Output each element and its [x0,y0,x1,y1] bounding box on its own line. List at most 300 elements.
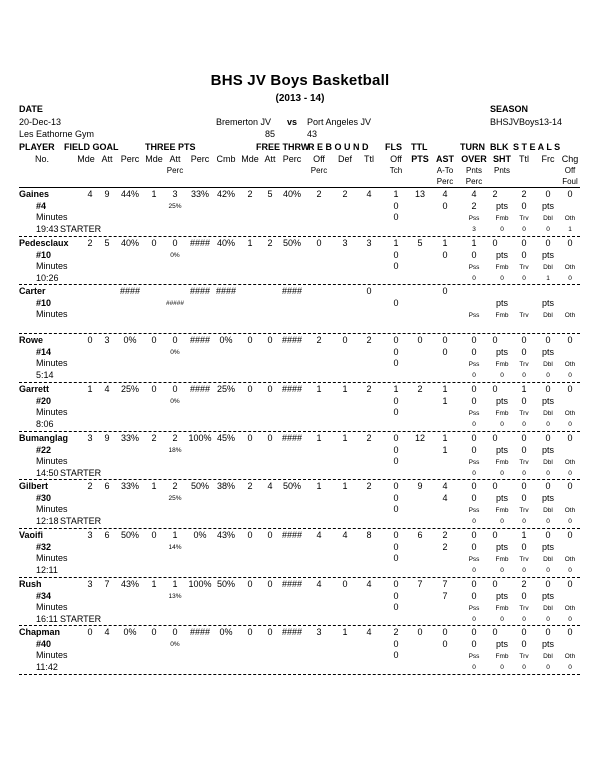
stat-fg-a: 6 [104,529,110,540]
stat-turn-pts: 0 [492,627,498,638]
player-number: #30 [36,493,52,504]
stat-reb-off: 1 [316,481,322,492]
stat-steal-pts-label: pts [541,298,554,309]
header-rebound: R E B O U N D [308,142,369,152]
stat-ft-m: 0 [247,627,253,638]
stat-fg-p: 50% [120,529,139,540]
starter-badge: STARTER [60,467,102,478]
subheader-pts: PTS [411,154,429,164]
stat-cmb: 40% [216,237,235,248]
stat-fg-a: 4 [104,383,110,394]
stat-blk-pts-label: pts [495,639,508,650]
stat-fls: 0 [393,529,399,540]
stat-tp-m: 0 [151,237,157,248]
turnover-label-oth: Oth [564,604,576,612]
turnover-oth: 0 [568,615,572,623]
turnover-label-oth: Oth [564,312,576,320]
stat-ft-a: 0 [267,529,273,540]
turnover-pss: 0 [472,469,476,477]
stat-tp-p: 50% [190,481,209,492]
stat-ast: 4 [442,189,448,199]
stat-ft-p: #### [281,335,303,346]
stat-reb-def: 2 [342,189,348,199]
stat-turn-pts: 0 [492,383,498,394]
stat-reb-off: 2 [316,335,322,346]
stat-frc: 0 [545,481,551,492]
minutes-label: Minutes [36,650,68,661]
turnover-label-dbl: Dbl [543,458,553,466]
turnover-label-fmb: Fmb [495,312,509,320]
minutes-label: Minutes [36,455,68,466]
player-name: Pedesclaux [19,237,69,248]
stat-chg: 0 [567,481,573,492]
stat-ast: 2 [442,529,448,540]
turnover-label-fmb: Fmb [495,555,509,563]
turnover-pss: 3 [472,226,476,233]
turnover-label-trv: Trv [519,361,529,369]
stat-reb-ttl: 4 [366,578,372,589]
stat-steal-pts: 0 [521,249,527,260]
header-free_throw: FREE THRW [256,142,310,152]
turnover-label-pss: Pss [468,507,480,515]
subheader-ttl: Ttl [364,154,374,164]
stat-turn-pts: 0 [492,237,498,248]
stat-chg: 0 [567,189,573,199]
turnover-label-oth: Oth [564,409,576,417]
stat-steal-pts: 0 [521,639,527,650]
stat-ast: 1 [442,383,448,394]
stat-pts: 7 [417,578,423,589]
stat-fg-p: 0% [123,627,137,638]
stat-turn: 0 [471,627,477,638]
stat-three-pt-share: 25% [168,495,182,503]
row-divider [19,333,580,334]
stat-tp-m: 0 [151,529,157,540]
stat-pts: 2 [417,383,423,394]
stat-fls-off: 0 [393,541,399,552]
player-number: #10 [36,249,52,260]
stat-frc: 0 [545,627,551,638]
turnover-fmb: 0 [500,469,504,477]
stat-ast-ato: 0 [442,201,448,211]
turnover-label-pss: Pss [468,312,480,320]
subheader3-ast: A-To [436,166,454,175]
subheader4-chg: Foul [562,177,578,186]
stat-fg-m: 4 [87,189,93,199]
stat-reb-def: 4 [342,529,348,540]
stat-steal-pts: 0 [521,590,527,601]
stat-turn-pts: 0 [492,481,498,492]
stat-ft-m: 0 [247,529,253,540]
stat-three-pt-share: 0% [170,641,180,649]
turnover-label-dbl: Dbl [543,507,553,515]
stat-ast-ato: 0 [442,249,448,260]
stat-turn: 1 [471,237,477,248]
stat-turn: 4 [471,189,477,199]
stat-steal-pts: 0 [521,201,527,211]
stat-ft-p: #### [281,529,303,540]
turnover-label-oth: Oth [564,361,576,369]
subheader3-sht: Pnts [493,166,510,175]
stat-ft-a: 5 [267,189,273,199]
stat-tp-p: 33% [190,189,209,199]
stat-fls-off: 0 [393,444,399,455]
turnover-dbl: 0 [546,518,550,526]
player-name: Bumanglag [19,432,69,443]
stat-fls-off: 0 [393,395,399,406]
stat-blk-pts-label: pts [495,298,508,309]
turnover-label-oth: Oth [564,458,576,466]
minutes-played: 19:43 [36,224,59,234]
turnover-label-oth: Oth [564,653,576,661]
stat-cmb: 0% [219,335,233,346]
stat-turn-pts: 0 [492,578,498,589]
stat-tp-p: #### [189,335,211,346]
stat-ast: 1 [442,432,448,443]
stat-blk: 1 [521,383,527,394]
stat-steal-pts-label: pts [541,493,554,504]
stat-reb-off: 1 [316,383,322,394]
stat-cmb: 0% [219,627,233,638]
stat-tp-p: #### [189,237,211,248]
stat-three-pt-share: 0% [170,397,180,405]
turnover-label-fmb: Fmb [495,215,509,222]
turnover-dbl: 0 [546,469,550,477]
stat-tp-a: 3 [172,189,178,199]
player-name: Gilbert [19,481,49,492]
minutes-played: 10:26 [36,272,59,283]
subheader-off: Off [313,154,325,164]
subheader4-ast: Perc [436,177,454,186]
turnover-dbl: 1 [546,274,550,282]
stat-fls-off: 0 [393,639,399,650]
header-three_pts: THREE PTS [145,142,196,152]
stat-steal-pts: 0 [521,347,527,358]
turnover-label-fmb: Fmb [495,263,509,271]
stat-fg-m: 3 [87,578,93,589]
header-player: PLAYER [19,142,55,152]
stat-reb-ttl: 8 [366,529,372,540]
turnover-fmb: 0 [500,566,504,574]
turnover-fmb: 0 [500,274,504,282]
turnover-label-dbl: Dbl [543,215,553,222]
stat-fls-tch: 0 [393,406,399,417]
stat-fg-m: 3 [87,529,93,540]
turnover-oth: 0 [568,664,572,672]
stat-blk: 0 [521,627,527,638]
season-label: SEASON [490,104,529,114]
away-score: 43 [307,129,318,139]
stat-fg-p: 33% [120,432,139,443]
subheader-st_ttl: Ttl [519,154,529,164]
turnover-trv: 0 [522,469,526,477]
stat-turn-pts: 0 [492,335,498,346]
stat-reb-ttl: 0 [366,286,372,297]
stat-blk-pts-label: pts [495,347,508,358]
turnover-label-trv: Trv [519,312,529,320]
stat-turn-pts: 0 [471,493,477,504]
stat-cmb: 38% [216,481,235,492]
stat-ft-p: 50% [282,237,301,248]
row-divider [19,284,580,285]
stat-ast-ato: 7 [442,590,448,601]
player-number: #32 [36,541,52,552]
stat-ft-p: #### [281,578,303,589]
turnover-label-dbl: Dbl [543,653,553,661]
stat-three-pt-share: 0% [170,349,180,357]
stat-cmb: 45% [216,432,235,443]
stat-three-pt-share: 14% [168,543,182,551]
turnover-dbl: 0 [546,664,550,672]
minutes-label: Minutes [36,260,68,271]
turnover-trv: 0 [522,615,526,623]
stat-chg: 0 [567,432,573,443]
season-name: BHSJVBoys13-14 [490,117,563,127]
stat-fg-a: 7 [104,578,110,589]
stat-fls-tch: 0 [393,358,399,369]
subheader-sht: SHT [493,154,511,164]
stat-ft-m: 1 [247,237,253,248]
stat-ast: 0 [442,627,448,638]
stat-fls-off: 0 [393,590,399,601]
stat-cmb: 43% [216,529,235,540]
stat-tp-m: 0 [151,335,157,346]
stat-tp-p: 100% [188,432,212,443]
subheader-no: No. [35,154,50,164]
turnover-dbl: 0 [546,372,550,380]
player-name: Rowe [19,335,44,346]
player-name: Gaines [19,189,50,199]
turnover-label-pss: Pss [468,263,480,271]
header-divider [19,187,580,188]
turnover-pss: 0 [472,664,476,672]
turnover-label-trv: Trv [519,215,529,222]
stat-turn-pts: 0 [471,395,477,406]
stat-turn-pts: 2 [492,189,498,199]
stat-ast-ato: 1 [442,444,448,455]
turnover-label-pss: Pss [468,604,480,612]
stat-ast: 7 [442,578,448,589]
stat-tp-a: 0 [172,237,178,248]
turnover-trv: 0 [522,274,526,282]
stat-reb-off: 4 [316,529,322,540]
turnover-label-oth: Oth [564,215,576,222]
stat-reb-def: 3 [342,237,348,248]
player-name: Chapman [19,627,61,638]
stat-turn-pts: 0 [471,347,477,358]
turnover-label-fmb: Fmb [495,653,509,661]
stat-tp-p: #### [189,627,211,638]
stat-three-pt-share: 18% [168,446,182,454]
turnover-trv: 0 [522,420,526,428]
row-divider [19,528,580,529]
stat-chg: 0 [567,237,573,248]
subheader-chg: Chg [561,154,579,164]
stat-fg-p: 25% [120,383,139,394]
stat-steal-pts: 0 [521,444,527,455]
subheader-perc3: Perc [190,154,210,164]
stat-fg-m: 2 [87,481,93,492]
subheader-fls_off: Off [390,154,402,164]
turnover-pss: 0 [472,372,476,380]
turnover-trv: 0 [522,566,526,574]
stat-tp-p: 0% [193,529,207,540]
stat-pts: 0 [417,335,423,346]
starter-badge: STARTER [60,516,102,527]
stat-cmb: 25% [216,383,235,394]
stat-fls-tch: 0 [393,260,399,271]
game-date: 20-Dec-13 [19,117,62,127]
turnover-label-fmb: Fmb [495,507,509,515]
player-name: Rush [19,578,42,589]
player-name: Carter [19,286,46,297]
turnover-label-trv: Trv [519,653,529,661]
stat-fls-off: 0 [393,347,399,358]
stat-ft-a: 0 [267,383,273,394]
stat-ast: 0 [442,286,448,297]
stat-steal-pts-label: pts [541,590,554,601]
stat-tp-p: #### [189,286,211,297]
player-number: #4 [36,201,47,211]
stat-blk-pts-label: pts [495,249,508,260]
stat-turn: 0 [471,578,477,589]
turnover-fmb: 0 [500,518,504,526]
subheader4-over: Perc [465,177,483,186]
stat-ft-m: 2 [247,481,253,492]
turnover-dbl: 0 [546,420,550,428]
subheader-mde3: Mde [145,154,163,164]
minutes-label: Minutes [36,358,68,369]
stat-turn-pts: 0 [471,541,477,552]
turnover-trv: 0 [522,226,526,233]
turnover-dbl: 0 [546,566,550,574]
stat-reb-ttl: 4 [366,627,372,638]
stat-tp-p: #### [189,383,211,394]
minutes-played: 16:11 [36,613,58,624]
player-number: #22 [36,444,52,455]
stat-fg-m: 2 [87,237,93,248]
player-number: #10 [36,298,52,309]
minutes-label: Minutes [36,212,68,222]
turnover-label-trv: Trv [519,263,529,271]
stat-reb-def: 0 [342,335,348,346]
stat-ft-m: 0 [247,335,253,346]
stat-tp-m: 2 [151,432,157,443]
turnover-label-dbl: Dbl [543,604,553,612]
stat-ft-a: 0 [267,432,273,443]
stat-cmb: 42% [216,189,235,199]
subheader-att: Att [101,154,113,164]
stat-steal-pts: 0 [521,395,527,406]
stat-cmb: #### [215,286,237,297]
stat-three-pt-share: 0% [170,251,180,259]
stat-steal-pts: 0 [521,493,527,504]
stat-fls-tch: 0 [393,552,399,563]
stat-fg-m: 1 [87,383,93,394]
stat-reb-def: 1 [342,432,348,443]
turnover-label-pss: Pss [468,409,480,417]
stat-fg-p: 33% [120,481,139,492]
turnover-pss: 0 [472,274,476,282]
header-blk: BLK [490,142,509,152]
stat-reb-def: 0 [342,578,348,589]
stat-blk-pts-label: pts [495,493,508,504]
stat-fls-tch: 0 [393,212,399,222]
stat-chg: 0 [567,627,573,638]
stat-turn: 0 [471,383,477,394]
stat-fg-m: 3 [87,432,93,443]
stat-turn-pts: 0 [492,529,498,540]
turnover-fmb: 0 [500,372,504,380]
stat-ft-a: 4 [267,481,273,492]
vs-label: vs [287,117,298,127]
stat-tp-a: 0 [172,383,178,394]
stat-pts: 0 [417,627,423,638]
stat-ft-p: 40% [282,189,301,199]
stat-reb-def: 1 [342,627,348,638]
player-number: #34 [36,590,52,601]
stat-reb-off: 2 [316,189,322,199]
subheader-over: OVER [461,154,487,164]
stat-blk: 0 [521,481,527,492]
row-divider [19,236,580,237]
header-fls: FLS [385,142,402,152]
stat-turn-pts: 0 [492,432,498,443]
player-number: #14 [36,347,52,358]
turnover-fmb: 0 [500,226,504,233]
stat-steal-pts-label: pts [541,201,554,211]
stat-fg-a: 3 [104,335,110,346]
subheader3-off: Perc [310,166,328,175]
turnover-fmb: 0 [500,420,504,428]
stat-tp-p: 100% [188,578,212,589]
stat-turn: 0 [471,335,477,346]
stat-tp-m: 0 [151,383,157,394]
stat-turn-pts: 0 [471,590,477,601]
stat-ft-m: 2 [247,189,253,199]
header-turn: TURN [460,142,485,152]
turnover-pss: 0 [472,615,476,623]
stat-reb-def: 1 [342,481,348,492]
subheader3-fls: Tch [389,166,403,175]
subheader-perc: Perc [120,154,140,164]
stat-reb-off: 3 [316,627,322,638]
stat-fg-m: 0 [87,627,93,638]
stat-ft-a: 0 [267,578,273,589]
stat-frc: 0 [545,335,551,346]
stat-blk: 2 [521,578,527,589]
stat-tp-a: 1 [172,529,178,540]
subheader-att3: Att [169,154,181,164]
turnover-label-dbl: Dbl [543,409,553,417]
stat-ast-ato: 0 [442,639,448,650]
stat-steal-pts: 0 [521,541,527,552]
stat-ft-p: 50% [282,481,301,492]
turnover-oth: 0 [568,566,572,574]
stat-blk-pts-label: pts [495,444,508,455]
stat-fls-off: 0 [393,493,399,504]
turnover-oth: 1 [568,226,572,233]
stat-turn-pts: 2 [471,201,477,211]
stat-blk: 2 [521,189,527,199]
player-name: Garrett [19,383,50,394]
subheader-mdef: Mde [241,154,259,164]
turnover-trv: 0 [522,664,526,672]
stat-steal-pts-label: pts [541,541,554,552]
stat-pts: 13 [414,189,425,199]
subheader3-chg: Off [564,166,576,175]
report-title: BHS JV Boys Basketball [210,72,390,89]
